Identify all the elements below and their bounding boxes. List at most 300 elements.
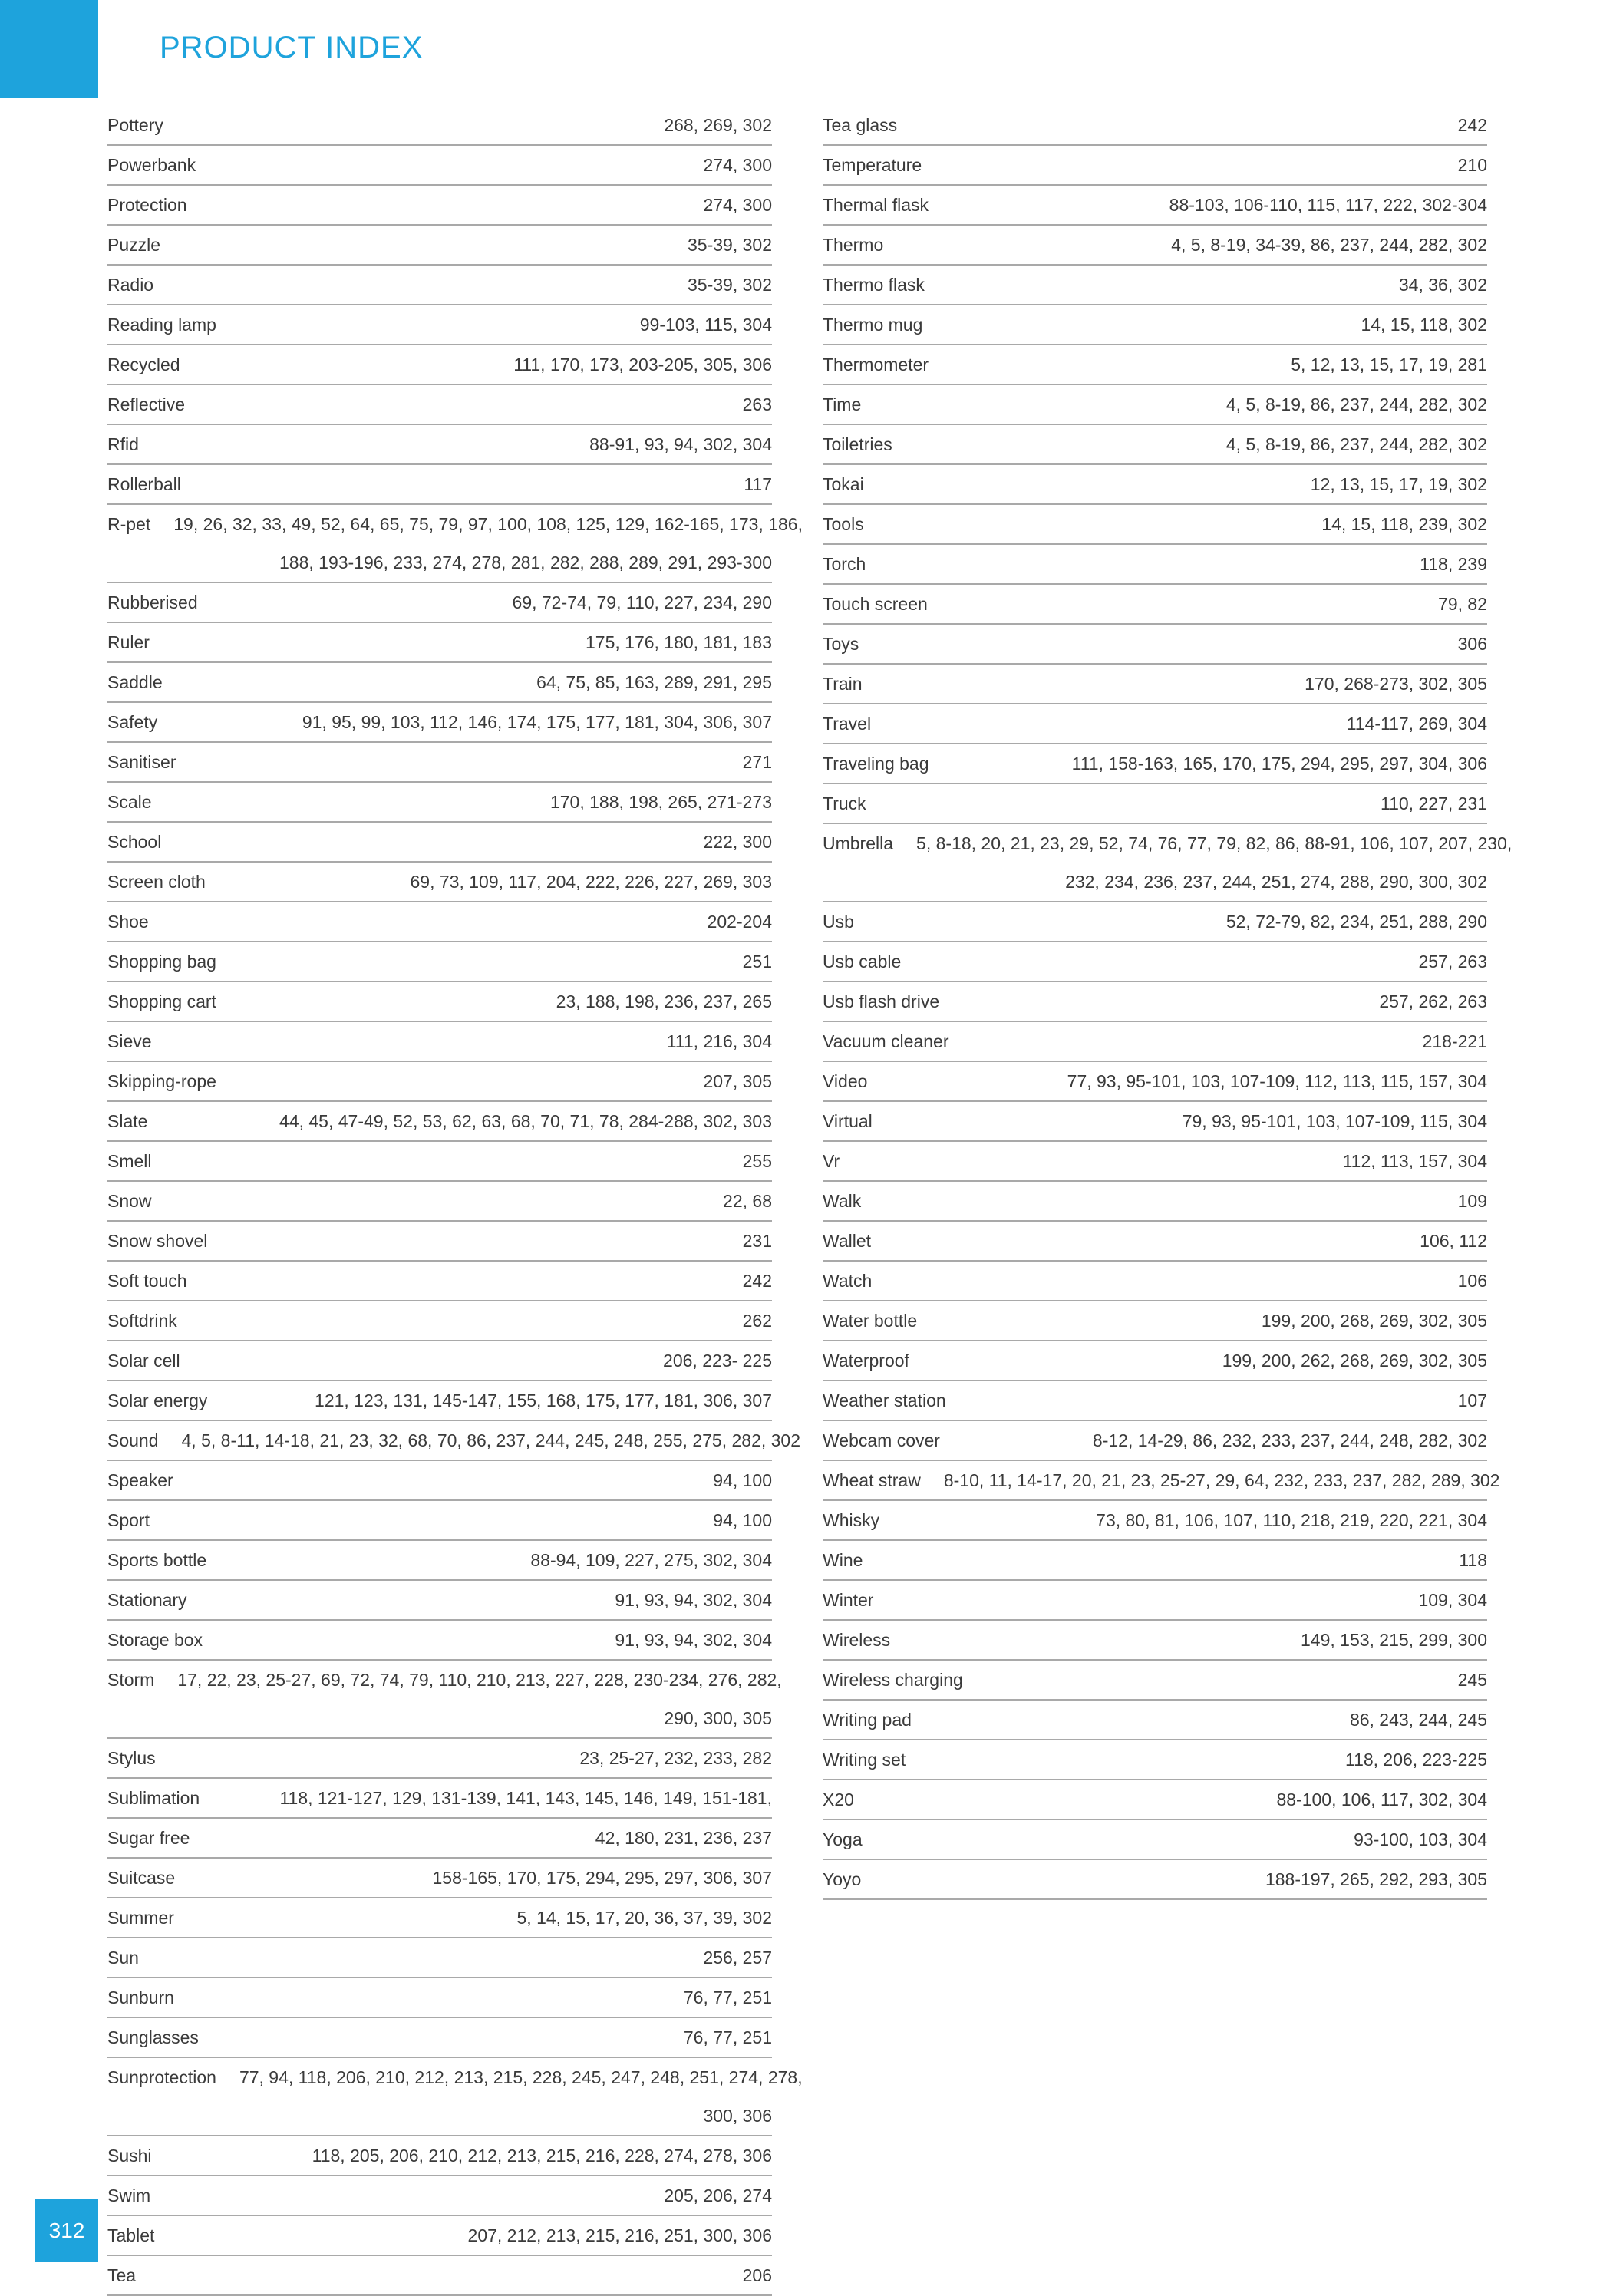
- index-entry-line: [823, 1262, 1487, 1300]
- index-entry: [823, 1222, 1487, 1262]
- index-pages: 88-103, 106-110, 115, 117, 222, 302-304: [1169, 195, 1487, 215]
- index-entry: [823, 824, 1512, 902]
- index-entry-line: [107, 1581, 772, 1619]
- index-term: Scale: [107, 792, 152, 812]
- index-pages: 14, 15, 118, 239, 302: [1321, 514, 1487, 534]
- index-entry: [823, 1301, 1487, 1341]
- index-entry-line: [107, 1739, 772, 1777]
- index-term: Vacuum cleaner: [823, 1031, 949, 1051]
- index-pages-continued: 232, 234, 236, 237, 244, 251, 274, 288, 290, 300, 302: [1065, 872, 1487, 892]
- index-term: Safety: [107, 712, 158, 732]
- index-entry: [107, 1301, 772, 1341]
- index-entry: [107, 902, 772, 942]
- index-term: Wheat straw: [823, 1470, 921, 1490]
- index-entry: [823, 305, 1487, 345]
- index-entry-line: [107, 146, 772, 184]
- index-pages: 23, 25-27, 232, 233, 282: [579, 1748, 772, 1768]
- index-term: Rollerball: [107, 474, 181, 494]
- index-entry-line: [823, 824, 1512, 863]
- page-number: 312: [35, 2199, 98, 2262]
- index-term: Shopping cart: [107, 991, 216, 1011]
- index-term: Traveling bag: [823, 754, 929, 774]
- index-entry-line: [823, 1740, 1487, 1779]
- index-term: Time: [823, 394, 862, 414]
- index-entry-line: [823, 1022, 1487, 1061]
- index-entry-line: [107, 345, 772, 384]
- index-entry-line: [823, 585, 1487, 623]
- index-pages: 8-12, 14-29, 86, 232, 233, 237, 244, 248, 282, 302: [1092, 1430, 1487, 1450]
- index-term: Sublimation: [107, 1788, 200, 1808]
- index-pages: 76, 77, 251: [683, 1988, 772, 2007]
- index-entry: [107, 1341, 772, 1381]
- index-pages: 99-103, 115, 304: [639, 315, 772, 335]
- index-entry: [107, 1819, 772, 1859]
- index-entry: [107, 1182, 772, 1222]
- index-entry-line: [107, 1819, 772, 1857]
- index-pages: 88-94, 109, 227, 275, 302, 304: [530, 1550, 772, 1570]
- index-entry: [823, 1142, 1487, 1182]
- index-entry-line: [823, 266, 1487, 304]
- index-entry-line: [107, 1779, 772, 1817]
- index-entry-line: [823, 1421, 1487, 1460]
- index-entry-line: [823, 625, 1487, 663]
- index-entry-line: [823, 425, 1487, 463]
- index-entry-line: [107, 1661, 782, 1699]
- index-term: Puzzle: [107, 235, 161, 255]
- index-pages: 34, 36, 302: [1398, 275, 1487, 295]
- index-entry: [107, 1222, 772, 1262]
- index-entry: [107, 1898, 772, 1938]
- index-term: Tokai: [823, 474, 864, 494]
- index-term: Protection: [107, 195, 187, 215]
- index-entry: [107, 1142, 772, 1182]
- index-pages: 175, 176, 180, 181, 183: [586, 632, 772, 652]
- index-entry: [107, 505, 803, 583]
- index-entry-line: [823, 982, 1487, 1021]
- index-entry-line: [107, 1262, 772, 1300]
- index-entry-line: [107, 186, 772, 224]
- index-entry-line: [107, 266, 772, 304]
- index-term: Toys: [823, 634, 859, 654]
- index-entry: [823, 625, 1487, 665]
- index-term: Radio: [107, 275, 154, 295]
- index-entry-line: [107, 1421, 801, 1460]
- index-pages: 12, 13, 15, 17, 19, 302: [1310, 474, 1487, 494]
- index-entry: [823, 982, 1487, 1022]
- index-entry: [823, 1621, 1487, 1661]
- index-entry: [823, 1740, 1487, 1780]
- index-term: Touch screen: [823, 594, 928, 614]
- index-pages: 93-100, 103, 304: [1354, 1829, 1487, 1849]
- index-term: Usb: [823, 912, 854, 932]
- index-term: Sugar free: [107, 1828, 190, 1848]
- index-entry: [107, 146, 772, 186]
- index-pages: 207, 212, 213, 215, 216, 251, 300, 306: [467, 2225, 772, 2245]
- index-term: Storage box: [107, 1630, 203, 1650]
- index-term: Webcam cover: [823, 1430, 940, 1450]
- index-entry-line: [823, 1701, 1487, 1739]
- index-term: Softdrink: [107, 1311, 177, 1331]
- index-term: Video: [823, 1071, 868, 1091]
- index-pages: 111, 170, 173, 203-205, 305, 306: [513, 355, 772, 374]
- index-pages: 245: [1457, 1670, 1487, 1690]
- index-pages: 79, 82: [1438, 594, 1487, 614]
- index-entry: [823, 1661, 1487, 1701]
- index-entry-line: [107, 1301, 772, 1340]
- index-term: Stylus: [107, 1748, 156, 1768]
- index-entry: [107, 783, 772, 823]
- index-term: Sushi: [107, 2146, 152, 2166]
- index-pages: 4, 5, 8-11, 14-18, 21, 23, 32, 68, 70, 86, 237, 244, 245, 248, 255, 275, 282, 302: [181, 1430, 801, 1450]
- index-term: Vr: [823, 1151, 840, 1171]
- index-entry: [107, 982, 772, 1022]
- corner-accent-block: [0, 0, 98, 98]
- index-term: Shopping bag: [107, 952, 216, 972]
- index-entry-line: [107, 425, 772, 463]
- index-entry-line: [823, 1501, 1487, 1539]
- index-pages: 121, 123, 131, 145-147, 155, 168, 175, 177, 181, 306, 307: [315, 1390, 772, 1410]
- index-pages: 268, 269, 302: [664, 115, 772, 135]
- index-entry-line: [823, 1661, 1487, 1699]
- index-entry: [823, 425, 1487, 465]
- index-term: Waterproof: [823, 1351, 909, 1371]
- index-entry: [823, 345, 1487, 385]
- index-term: Water bottle: [823, 1311, 918, 1331]
- index-entry: [823, 106, 1487, 146]
- index-pages: 35-39, 302: [688, 235, 772, 255]
- index-term: Reading lamp: [107, 315, 216, 335]
- index-entry-line: [107, 226, 772, 264]
- index-term: Wireless: [823, 1630, 891, 1650]
- index-entry: [107, 1581, 772, 1621]
- index-pages: 170, 268-273, 302, 305: [1305, 674, 1487, 694]
- index-entry-line: [107, 385, 772, 424]
- index-term: Sanitiser: [107, 752, 176, 772]
- index-entry: [107, 1739, 772, 1779]
- index-term: Shoe: [107, 912, 149, 932]
- index-entry-line: [107, 505, 803, 543]
- index-entry: [823, 465, 1487, 505]
- index-entry: [107, 1938, 772, 1978]
- index-pages: 306: [1457, 634, 1487, 654]
- index-entry: [107, 2256, 772, 2296]
- index-pages: 199, 200, 268, 269, 302, 305: [1261, 1311, 1487, 1331]
- index-term: Soft touch: [107, 1271, 187, 1291]
- index-pages: 118, 239: [1420, 554, 1487, 574]
- index-entry: [823, 186, 1487, 226]
- index-entry-line: [823, 744, 1487, 783]
- index-entry-line: [823, 545, 1487, 583]
- index-term: Yoga: [823, 1829, 863, 1849]
- index-entry: [107, 1461, 772, 1501]
- index-entry-line: [823, 1381, 1487, 1420]
- index-entry: [107, 226, 772, 266]
- index-entry: [107, 186, 772, 226]
- index-entry-line: [107, 1898, 772, 1937]
- index-pages: 109, 304: [1418, 1590, 1487, 1610]
- index-pages: 118: [1459, 1550, 1487, 1570]
- index-pages: 242: [742, 1271, 772, 1291]
- index-entry-line: [107, 902, 772, 941]
- index-entry: [107, 1661, 782, 1739]
- index-term: Sieve: [107, 1031, 152, 1051]
- index-entry-line: [107, 2136, 772, 2175]
- index-entry-line: [107, 1381, 772, 1420]
- index-pages: 106: [1457, 1271, 1487, 1291]
- index-entry-line: [823, 226, 1487, 264]
- index-term: Umbrella: [823, 833, 894, 853]
- index-entry: [823, 665, 1487, 704]
- index-pages: 52, 72-79, 82, 234, 251, 288, 290: [1225, 912, 1487, 932]
- index-term: Yoyo: [823, 1869, 862, 1889]
- index-entry-line: [107, 783, 772, 821]
- index-term: Swim: [107, 2185, 151, 2205]
- index-entry-line: [107, 1621, 772, 1659]
- index-entry-line: [823, 465, 1487, 503]
- index-term: Train: [823, 674, 863, 694]
- index-term: Snow shovel: [107, 1231, 208, 1251]
- index-pages: 257, 263: [1418, 952, 1487, 972]
- index-entry: [823, 942, 1487, 982]
- index-pages: 110, 227, 231: [1381, 793, 1487, 813]
- index-pages: 4, 5, 8-19, 34-39, 86, 237, 244, 282, 302: [1171, 235, 1487, 255]
- index-term: Rubberised: [107, 592, 198, 612]
- index-term: Stationary: [107, 1590, 187, 1610]
- index-term: Travel: [823, 714, 872, 734]
- index-entry: [823, 146, 1487, 186]
- index-entry-line: [107, 2256, 772, 2294]
- index-entry-line: [107, 1341, 772, 1380]
- index-column-left: [107, 106, 803, 2296]
- index-pages: 262: [742, 1311, 772, 1331]
- index-pages: 242: [1457, 115, 1487, 135]
- index-entry-line: [823, 1541, 1487, 1579]
- index-term: Screen cloth: [107, 872, 206, 892]
- index-term: Watch: [823, 1271, 873, 1291]
- index-entry: [107, 1102, 772, 1142]
- index-entry-line: [823, 784, 1487, 823]
- index-pages: 206, 223- 225: [663, 1351, 772, 1371]
- index-entry-line: [107, 2058, 803, 2096]
- index-entry-line: [107, 1102, 772, 1140]
- index-term: Sunburn: [107, 1988, 174, 2007]
- index-entry-line: [823, 1182, 1487, 1220]
- index-term: Whisky: [823, 1510, 880, 1530]
- index-term: Truck: [823, 793, 866, 813]
- index-entry: [107, 942, 772, 982]
- index-pages: 94, 100: [713, 1510, 772, 1530]
- index-pages: 88-100, 106, 117, 302, 304: [1276, 1790, 1487, 1809]
- index-pages: 263: [742, 394, 772, 414]
- index-entry: [107, 266, 772, 305]
- index-entry-line: [107, 1222, 772, 1260]
- index-entry-line: [823, 902, 1487, 941]
- index-term: Thermo mug: [823, 315, 923, 335]
- index-entry: [107, 1262, 772, 1301]
- index-entry-line: [107, 703, 772, 741]
- index-entry-line: [107, 465, 772, 503]
- index-pages-continued: 188, 193-196, 233, 274, 278, 281, 282, 288, 289, 291, 293-300: [279, 553, 772, 572]
- index-pages: 77, 94, 118, 206, 210, 212, 213, 215, 228, 245, 247, 248, 251, 274, 278,: [239, 2067, 803, 2087]
- index-pages: 231: [742, 1231, 772, 1251]
- index-pages: 5, 14, 15, 17, 20, 36, 37, 39, 302: [516, 1908, 772, 1928]
- index-entry: [823, 1341, 1487, 1381]
- index-pages: 218-221: [1422, 1031, 1487, 1051]
- index-entry: [107, 465, 772, 505]
- index-pages: 107: [1457, 1390, 1487, 1410]
- index-pages: 251: [742, 952, 772, 972]
- index-entry-line: [107, 1541, 772, 1579]
- index-entry-line: [107, 305, 772, 344]
- index-entry-line: [107, 1142, 772, 1180]
- index-entry: [107, 106, 772, 146]
- index-entry: [107, 1381, 772, 1421]
- index-entry-line: [823, 385, 1487, 424]
- index-entry-line: [107, 1062, 772, 1100]
- index-entry: [823, 1820, 1487, 1860]
- index-entry: [107, 663, 772, 703]
- index-entry-line: [823, 1102, 1487, 1140]
- index-term: Writing set: [823, 1750, 906, 1770]
- index-entry-line: [823, 1222, 1487, 1260]
- index-entry-line: [107, 823, 772, 861]
- index-entry: [823, 1102, 1487, 1142]
- index-entry: [107, 703, 772, 743]
- index-entry-line: [823, 1860, 1487, 1898]
- index-term: Storm: [107, 1670, 155, 1690]
- index-entry-line: [823, 1301, 1487, 1340]
- index-term: Powerbank: [107, 155, 196, 175]
- index-entry: [107, 1978, 772, 2018]
- index-entry: [107, 743, 772, 783]
- index-entry: [107, 1062, 772, 1102]
- index-entry: [823, 1262, 1487, 1301]
- index-entry: [107, 345, 772, 385]
- index-entry-line: [107, 663, 772, 701]
- index-pages: 111, 158-163, 165, 170, 175, 294, 295, 297, 304, 306: [1071, 754, 1487, 774]
- index-pages: 199, 200, 262, 268, 269, 302, 305: [1222, 1351, 1487, 1371]
- index-term: Snow: [107, 1191, 152, 1211]
- index-term: Tools: [823, 514, 864, 534]
- index-entry: [823, 1701, 1487, 1740]
- index-pages: 109: [1457, 1191, 1487, 1211]
- index-entry-line: [107, 106, 772, 144]
- index-entry-line: [823, 1820, 1487, 1859]
- index-entry: [107, 2058, 803, 2136]
- index-entry: [823, 385, 1487, 425]
- index-entry: [823, 902, 1487, 942]
- index-pages: 149, 153, 215, 299, 300: [1301, 1630, 1487, 1650]
- index-term: Reflective: [107, 394, 185, 414]
- index-term: Wireless charging: [823, 1670, 963, 1690]
- index-term: Virtual: [823, 1111, 873, 1131]
- index-entry-line: [823, 186, 1487, 224]
- index-entry-line: [823, 942, 1487, 981]
- index-term: Writing pad: [823, 1710, 912, 1730]
- index-entry: [107, 425, 772, 465]
- index-entry-line: [107, 1859, 772, 1897]
- index-pages: 5, 12, 13, 15, 17, 19, 281: [1291, 355, 1487, 374]
- index-entry: [107, 2216, 772, 2256]
- index-entry-line: [823, 704, 1487, 743]
- index-term: R-pet: [107, 514, 151, 534]
- index-term: Solar energy: [107, 1390, 208, 1410]
- index-entry-line: [107, 942, 772, 981]
- index-pages: 255: [742, 1151, 772, 1171]
- index-entry-line: [823, 665, 1487, 703]
- index-term: Sunglasses: [107, 2027, 199, 2047]
- index-entry: [107, 1859, 772, 1898]
- index-entry: [107, 1501, 772, 1541]
- index-term: Recycled: [107, 355, 180, 374]
- index-pages: 4, 5, 8-19, 86, 237, 244, 282, 302: [1225, 394, 1487, 414]
- index-pages: 69, 73, 109, 117, 204, 222, 226, 227, 269, 303: [410, 872, 772, 892]
- index-entry: [107, 305, 772, 345]
- index-term: Sun: [107, 1948, 139, 1968]
- index-entry-line: [823, 345, 1487, 384]
- index-entry: [823, 266, 1487, 305]
- index-entry-line: [823, 1341, 1487, 1380]
- index-entry: [823, 784, 1487, 824]
- index-entry: [823, 1062, 1487, 1102]
- index-pages: 207, 305: [703, 1071, 772, 1091]
- index-entry-line: [107, 982, 772, 1021]
- index-pages-continued: 290, 300, 305: [664, 1708, 772, 1728]
- index-entry-line: [823, 305, 1487, 344]
- index-pages: 210: [1457, 155, 1487, 175]
- index-pages: 114-117, 269, 304: [1346, 714, 1487, 734]
- index-entry: [823, 1461, 1500, 1501]
- index-pages: 188-197, 265, 292, 293, 305: [1265, 1869, 1487, 1889]
- index-term: Thermo flask: [823, 275, 925, 295]
- index-term: Sound: [107, 1430, 159, 1450]
- index-term: Wine: [823, 1550, 863, 1570]
- index-pages: 23, 188, 198, 236, 237, 265: [556, 991, 772, 1011]
- index-entry: [823, 1022, 1487, 1062]
- index-pages: 73, 80, 81, 106, 107, 110, 218, 219, 220, 221, 304: [1096, 1510, 1487, 1530]
- index-pages: 206: [742, 2265, 772, 2285]
- index-entry: [107, 2176, 772, 2216]
- index-pages: 271: [742, 752, 772, 772]
- index-term: Smell: [107, 1151, 152, 1171]
- index-pages: 205, 206, 274: [664, 2185, 772, 2205]
- index-term: Pottery: [107, 115, 163, 135]
- index-entry: [107, 1541, 772, 1581]
- index-entry-line: [823, 1461, 1500, 1499]
- index-term: Toiletries: [823, 434, 892, 454]
- index-term: Temperature: [823, 155, 922, 175]
- index-entry: [823, 1541, 1487, 1581]
- index-pages: 14, 15, 118, 302: [1361, 315, 1487, 335]
- index-term: X20: [823, 1790, 854, 1809]
- index-pages: 94, 100: [713, 1470, 772, 1490]
- index-entry: [823, 704, 1487, 744]
- index-pages: 35-39, 302: [688, 275, 772, 295]
- index-term: Usb cable: [823, 952, 902, 972]
- index-entry-line: [107, 1182, 772, 1220]
- index-pages: 77, 93, 95-101, 103, 107-109, 112, 113, 115, 157, 304: [1067, 1071, 1487, 1091]
- index-entry: [107, 823, 772, 863]
- index-entry: [823, 1860, 1487, 1900]
- index-term: Suitcase: [107, 1868, 176, 1888]
- index-entry: [107, 1421, 801, 1461]
- index-pages: 42, 180, 231, 236, 237: [595, 1828, 772, 1848]
- index-entry: [823, 1780, 1487, 1820]
- index-term: Skipping-rope: [107, 1071, 216, 1091]
- index-entry-line: [107, 1461, 772, 1499]
- index-pages-continued: 300, 306: [703, 2106, 772, 2126]
- index-pages: 79, 93, 95-101, 103, 107-109, 115, 304: [1182, 1111, 1487, 1131]
